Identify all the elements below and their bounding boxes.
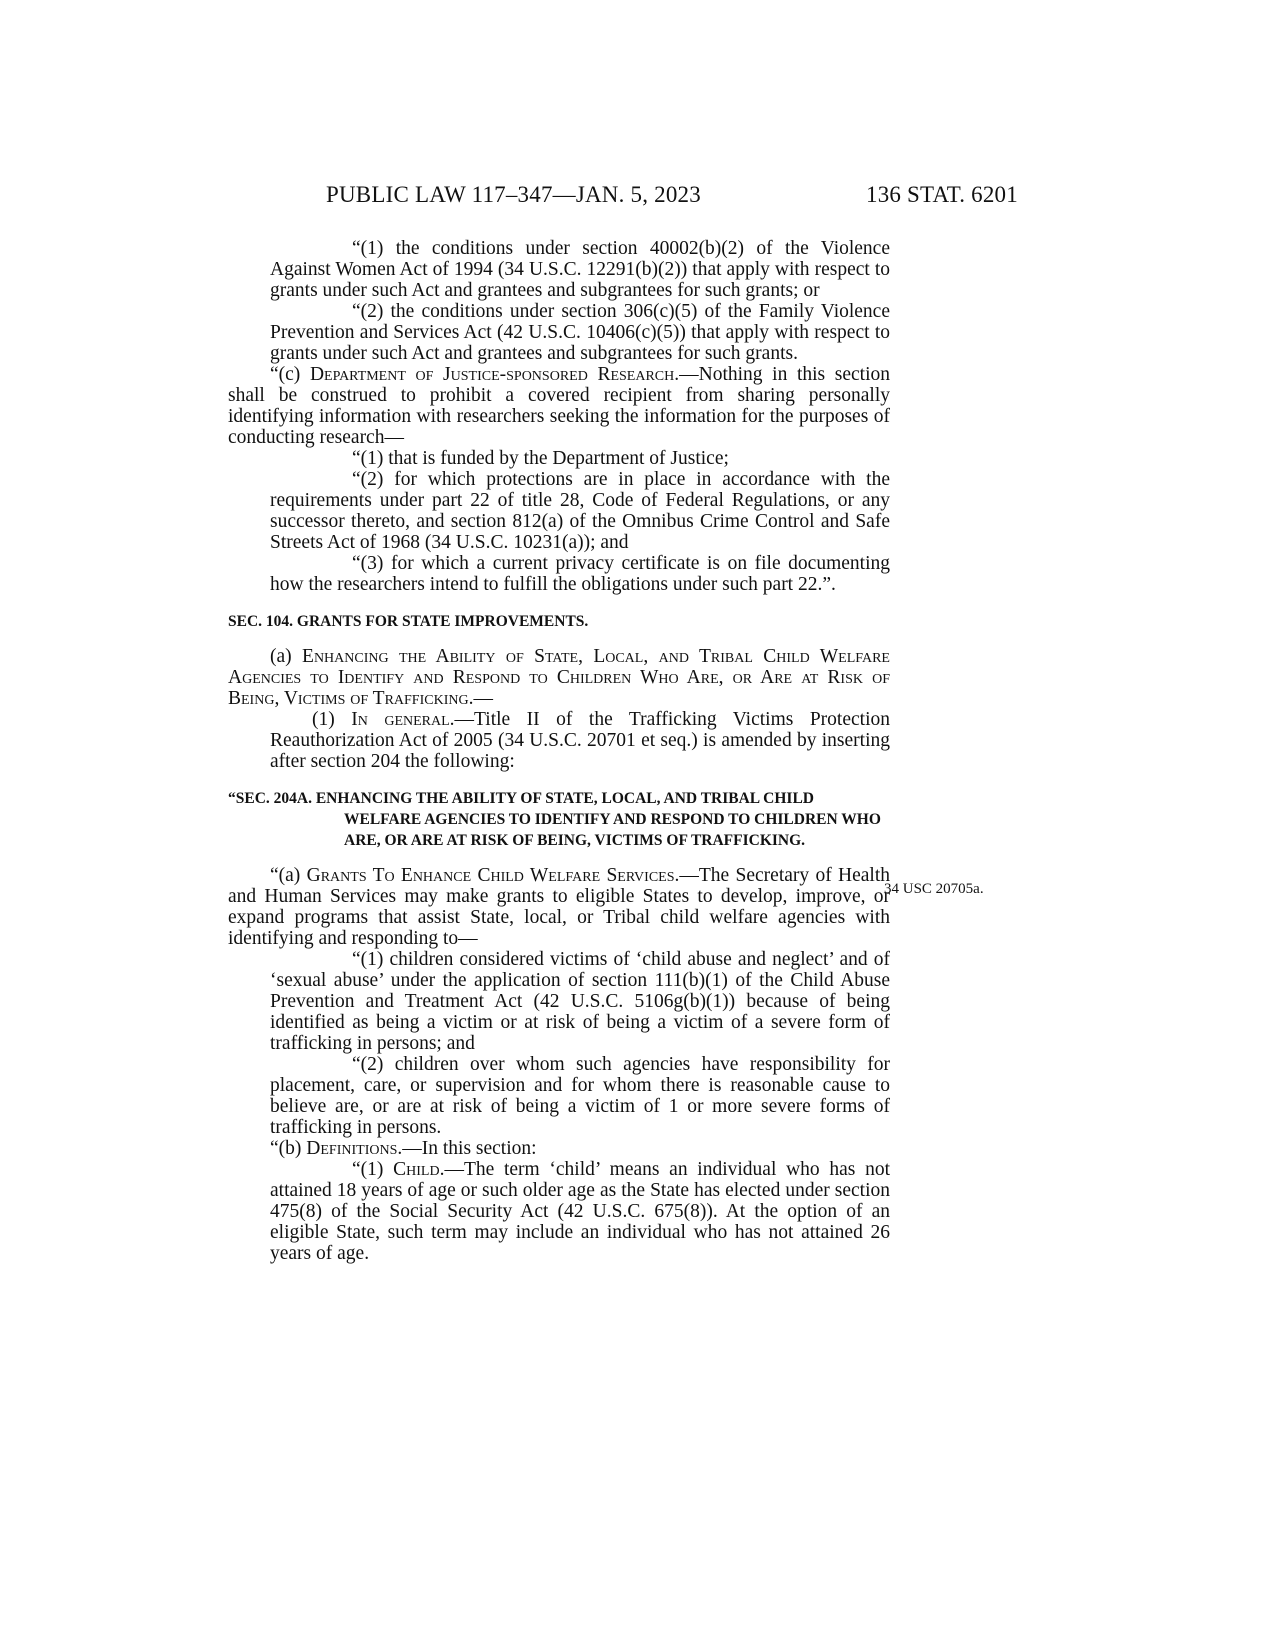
paragraph-lead: “(1)	[352, 1159, 394, 1180]
paragraph-text: .—In this section:	[397, 1138, 537, 1159]
section-204a-heading: “SEC. 204A. ENHANCING THE ABILITY OF STATE, LOCAL, AND TRIBAL CHILD WELFARE AGENCIES TO IDENTIFY AND RESPOND TO CHILDREN WHO ARE, OR ARE AT RISK OF BEING, VICTIMS OF TRAFFICKING.	[228, 790, 881, 849]
paragraph-text: .—The term ‘child’ means an individual who has not attained 18 years of age or such older age as the State has elected under section 475(8) of the Social Security Act (42 U.S.C. 675(8)). At the option of an eligible State, such term may include an individual who has not attained 26 years of age.	[270, 1159, 890, 1264]
paragraph: “(1) children considered victims of ‘child abuse and neglect’ and of ‘sexual abuse’ under the application of section 111(b)(1) of the Child Abuse Prevention and Treatment Act (42 U.S.C. 5106g(b)(1)) because of being identified as being a victim or at risk of being a victim of a severe form of trafficking in persons; and	[270, 949, 890, 1054]
paragraph-lead: (a)	[270, 646, 303, 667]
paragraph: “(1) the conditions under section 40002(b)(2) of the Violence Against Women Act of 1994 (34 U.S.C. 12291(b)(2)) that apply with respect to grants under such Act and grantees and subgrantees for such grants; or	[270, 238, 890, 301]
paragraph: “(2) children over whom such agencies have responsibility for placement, care, or supervision and for whom there is reasonable cause to believe are, or are at risk of being a victim of 1 or more severe forms of trafficking in persons.	[270, 1054, 890, 1138]
public-law-title: PUBLIC LAW 117–347—JAN. 5, 2023	[326, 182, 701, 207]
document-body	[228, 238, 890, 1264]
paragraph-heading: Definitions	[306, 1138, 398, 1159]
page-header	[0, 182, 1275, 218]
paragraph: “(2) the conditions under section 306(c)(5) of the Family Violence Prevention and Services Act (42 U.S.C. 10406(c)(5)) that apply with respect to grants under such Act and grantees and subgrantees for such grants.	[270, 301, 890, 364]
paragraph-text: .—The Secretary of Health and Human Services may make grants to eligible States to develop, improve, or expand programs that assist State, local, or Tribal child welfare agencies with identifying and responding to—	[228, 865, 890, 949]
paragraph: “(2) for which protections are in place in accordance with the requirements under part 22 of title 28, Code of Federal Regulations, or any successor thereto, and section 812(a) of the Omnibus Crime Control and Safe Streets Act of 1968 (34 U.S.C. 10231(a)); and	[270, 469, 890, 553]
paragraph	[228, 364, 890, 448]
paragraph: “(3) for which a current privacy certificate is on file documenting how the researchers intend to fulfill the obligations under such part 22.”.	[270, 553, 890, 595]
paragraph: “(1) that is funded by the Department of Justice;	[352, 448, 729, 469]
paragraph-lead: “(a)	[270, 865, 307, 886]
paragraph	[228, 1159, 890, 1264]
section-heading: SEC. 104. GRANTS FOR STATE IMPROVEMENTS.	[228, 613, 589, 630]
margin-citation: 34 USC 20705a.	[884, 881, 984, 897]
paragraph-heading: Department of Justice-sponsored Research	[309, 364, 675, 385]
paragraph	[228, 709, 890, 772]
paragraph-lead: “(b)	[270, 1138, 307, 1159]
paragraph-text: .—Nothing in this section shall be construed to prohibit a covered recipient from sharing personally identifying information with researchers seeking the information for the purposes of conducting research—	[228, 364, 891, 448]
paragraph-heading: In general	[351, 709, 450, 730]
paragraph	[228, 1138, 890, 1159]
paragraph-heading: Enhancing the Ability of State, Local, and Tribal Child Welfare Agencies to Identify and Respond to Children Who Are, or Are at Risk of Being, Victims of Trafficking	[228, 646, 890, 709]
paragraph	[228, 865, 890, 949]
paragraph-heading: Child	[393, 1159, 440, 1180]
paragraph-lead: “(c)	[270, 364, 310, 385]
paragraph-text: .—Title II of the Trafficking Victims Protection Reauthorization Act of 2005 (34 U.S.C. 20701 et seq.) is amended by inserting after section 204 the following:	[270, 709, 890, 772]
paragraph-heading: Grants To Enhance Child Welfare Services	[306, 865, 675, 886]
paragraph-lead: (1)	[312, 709, 352, 730]
paragraph	[228, 646, 890, 709]
paragraph-text: .—	[468, 688, 493, 709]
statute-page-number: 136 STAT. 6201	[866, 182, 1018, 207]
